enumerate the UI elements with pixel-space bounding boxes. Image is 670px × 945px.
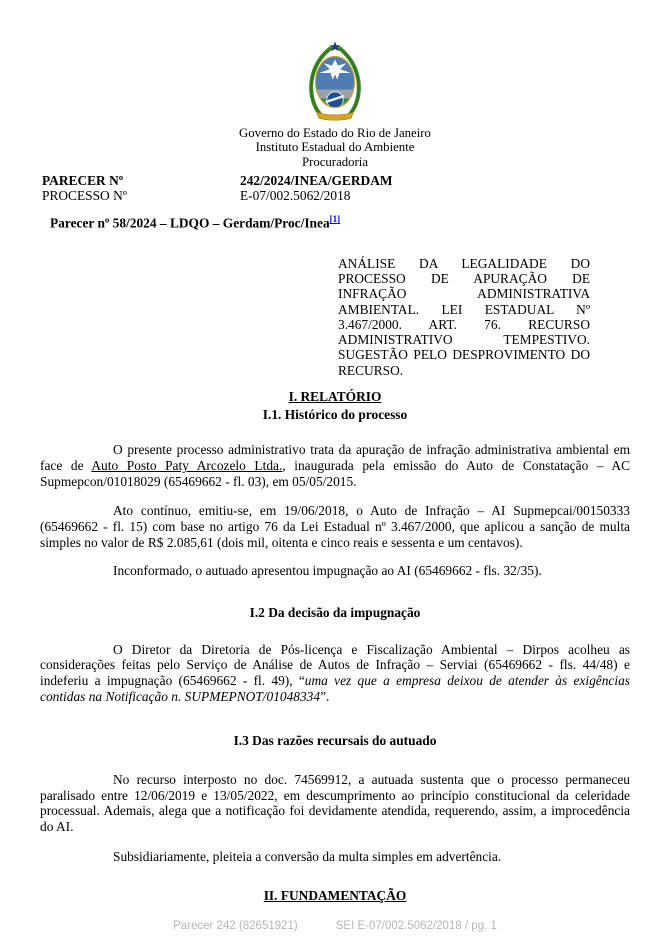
footnote-1-link[interactable]: [1] (329, 214, 341, 225)
subject-text: Parecer nº 58/2024 – LDQO – Gerdam/Proc/Inea (50, 215, 330, 231)
company-name-underlined: Auto Posto Paty Arcozelo Ltda. (91, 457, 283, 473)
section-heading-fundamentacao-text: II. FUNDAMENTAÇÃO (263, 887, 407, 903)
rio-de-janeiro-coat-of-arms-logo (297, 40, 373, 124)
paragraph-impugnacao-1-pre: O Diretor da Diretoria de Pós-licença e Fiscalização Ambiental – Dirpos acolheu as considerações feitas pelo Serviço de Análise de Autos de Infração – Serviai (65469662 - fls. 44/48) e indeferiu a impugnação (65469662 - fl. 49), “ (40, 641, 630, 689)
paragraph-impugnacao-1-post: ”. (320, 689, 330, 705)
paragraph-historico-1-post: , inaugurada pela emissão do Auto de Constatação – AC Supmepcon/01018029 (65469662 - fl. 03), em 05/05/2015. (40, 457, 630, 489)
processo-number-value: E-07/002.5062/2018 (240, 188, 351, 204)
processo-number-label: PROCESSO Nº (42, 188, 127, 204)
parecer-number-label: PARECER Nº (42, 173, 124, 189)
subsection-heading-razoes: I.3 Das razões recursais do autuado (233, 732, 437, 748)
institution-line-1: Governo do Estado do Rio de Janeiro (239, 126, 431, 140)
gold-banner (317, 112, 353, 120)
paragraph-historico-3: Inconformado, o autuado apresentou impugnação ao AI (65469662 - fls. 32/35). (113, 562, 542, 578)
paragraph-historico-2: Ato contínuo, emitiu-se, em 19/06/2018, o Auto de Infração – AI Supmepcai/00150333 (65469662 - fl. 15) com base no artigo 76 da Lei Estadual nº 3.467/2000, que aplicou a sanção de multa simples no valor de R$ 2.085,61 (dois mil, oitenta e cinco reais e sessenta e um centavos). (40, 503, 630, 551)
parecer-number-row (42, 173, 670, 188)
reference-table (42, 173, 670, 203)
logo-container (0, 0, 670, 124)
institution-block (0, 126, 670, 169)
paragraph-historico-1-pre: O presente processo administrativo trata da apuração de infração administrativa ambiental em face de (40, 442, 630, 473)
ementa-summary: ANÁLISE DA LEGALIDADE DO PROCESSO DE APURAÇÃO DE INFRAÇÃO ADMINISTRATIVA AMBIENTAL. LEI ESTADUAL Nº 3.467/2000. ART. 76. RECURSO ADMINISTRATIVO TEMPESTIVO. SUGESTÃO PELO DESPROVIMENTO DO RECURSO. (338, 255, 590, 378)
quoted-decision-text: uma vez que a empresa deixou de atender às exigências contidas na Notificação n. SUPMEPNOT/01048334 (40, 673, 630, 705)
paragraph-historico-1 (40, 442, 630, 489)
footer-sei-page-reference: SEI E-07/002.5062/2018 / pg. 1 (335, 920, 497, 932)
paragraph-razoes-2: Subsidiariamente, pleiteia a conversão da multa simples em advertência. (113, 849, 502, 865)
institution-line-2: Instituto Estadual do Ambiente (255, 140, 415, 155)
subject-line (50, 214, 670, 231)
processo-number-row (42, 188, 670, 203)
footer-document-reference: Parecer 242 (82651921) (173, 920, 298, 932)
paragraph-razoes-1: No recurso interposto no doc. 74569912, a autuada sustenta que o processo permaneceu paralisado entre 12/06/2019 e 13/05/2022, em descumprimento ao princípio constitucional da celeridade processual. Ademais, alega que a notificação foi devidamente atendida, requerendo, assim, a improcedência do AI. (40, 771, 630, 835)
institution-line-3: Procuradoria (301, 154, 369, 169)
subsection-heading-impugnacao: I.2 Da decisão da impugnação (249, 604, 421, 620)
section-heading-relatorio-text: I. RELATÓRIO (288, 389, 382, 405)
subsection-heading-historico: I.1. Histórico do processo (262, 407, 408, 423)
section-heading-fundamentacao (0, 888, 670, 904)
paragraph-impugnacao-1 (40, 642, 630, 705)
section-heading-relatorio (0, 389, 670, 405)
parecer-number-value: 242/2024/INEA/GERDAM (240, 173, 393, 189)
page-footer (0, 920, 670, 932)
